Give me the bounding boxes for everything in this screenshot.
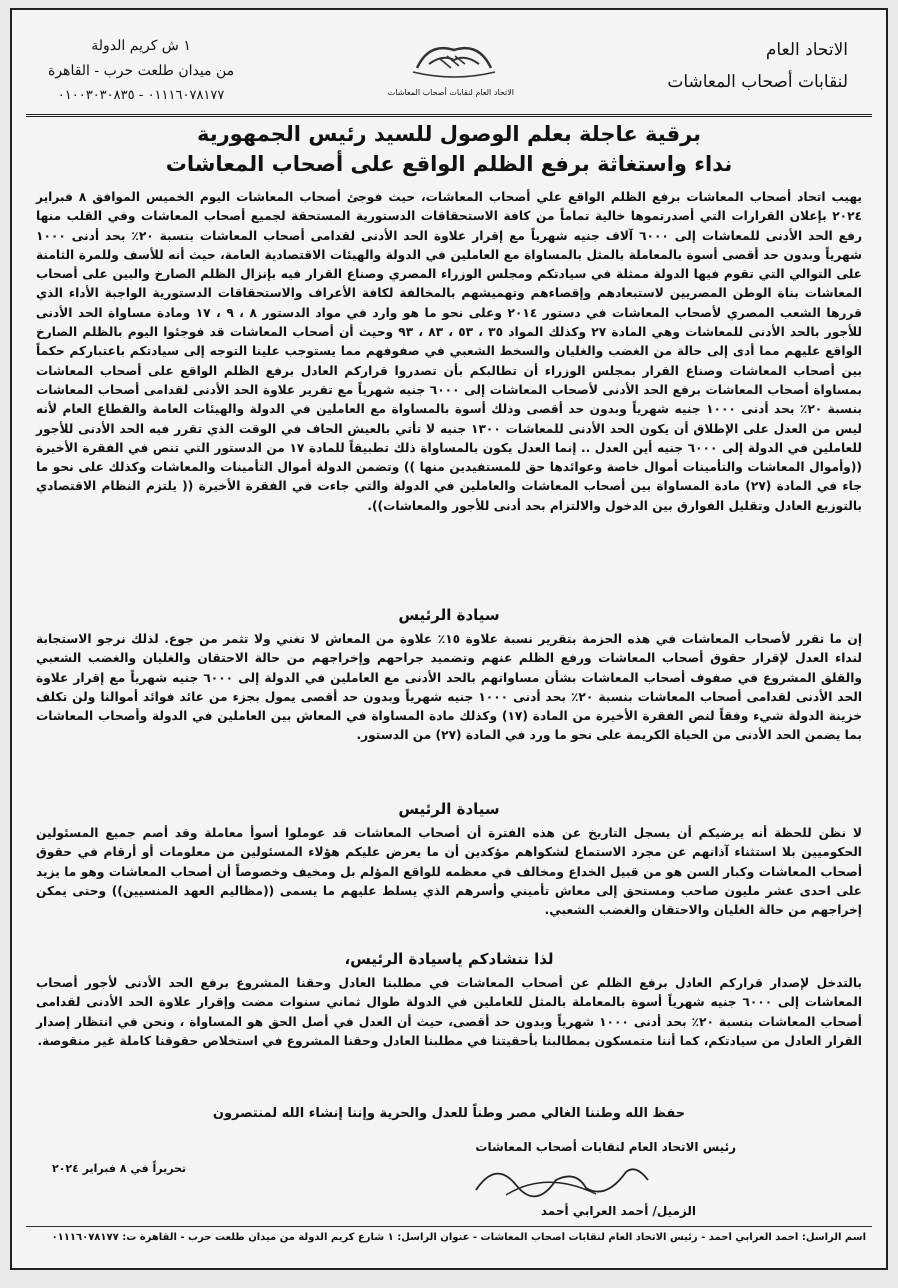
- telegram-subtitle: نداء واستغاثة برفع الظلم الواقع على أصحاب المعاشات: [165, 152, 733, 176]
- letterhead-address: [48, 34, 234, 108]
- signatory-title: رئيس الاتحاد العام لنقابات أصحاب المعاشات: [475, 1140, 736, 1154]
- paragraph-appeal: بالتدخل لإصدار قراركم العادل برفع الظلم عن أصحاب المعاشات في مطلبنا العادل وحقنا المشروع برفع الحد الأدنى لأجور أصحاب المعاشات إلى ٦٠٠٠ جنيه شهرياً أسوة بالمعاملة بالمثل للعاملين في الدولة طوال ثماني سنوات مضت وإقرار علاوة الحد الأدنى لقدامى أصحاب المعاشات بنسبة ٢٠٪ بحد أدنى ١٠٠٠ شهرياً وبدون حد أقصى، حيث أن العدل في أصل الحق هو المساواة ، ونحن في انتظار إصدار القرار العادل من سيادتكم، كما أننا متمسكون بمطالبنا بأحقيتنا في مطلبنا العادل وحقنا المشروع في استخلاص حقوقنا كاملة غير منقوصة.: [36, 976, 862, 1048]
- phone-numbers: ٠١١١٦٠٧٨١٧٧ - ٠١٠٠٣٠٣٠٨٣٥: [57, 88, 225, 104]
- letterhead-organization: [667, 34, 848, 99]
- closing-prayer: حفظ الله وطننا الغالي مصر وطناً للعدل والحرية وإننا إنشاء الله لمنتصرون: [212, 1106, 686, 1121]
- signatory-name: الزميل/ أحمد العرابي أحمد: [540, 1204, 696, 1218]
- address-line2: من ميدان طلعت حرب - القاهرة: [48, 63, 235, 80]
- section-heading-president-2: سيادة الرئيس: [398, 800, 500, 818]
- paragraph-intro: يهيب اتحاد أصحاب المعاشات برفع الظلم الواقع علي أصحاب المعاشات، حيث فوجئ أصحاب المعاشات اليوم الخميس الموافق ٨ فبراير ٢٠٢٤ بإعلان القرارات التي أصدرتموها خالية تماماً من كافة الاستحقاقات الدستورية المستحقة لجميع أصحاب المعاشات وفي القلب منها رفع الحد الأدنى للمعاشات إلى ٦٠٠٠ آلاف جنيه شهرياً مع إقرار علاوة الحد الأدنى لقدامى أصحاب المعاشات بنسبة ٢٠٪ بحد أدنى ١٠٠٠ شهرياً وبدون حد أقصى أسوة بالمعاملة بالمثل بالمساواة مع العاملين في الدولة والهيئات الاقتصادية العامة، حيث أنه للأسف وللمرة الثامنة على التوالي التي تقوم فيها الدولة ممثلة في سيادتكم ومجلس الوزراء المصري وصناع القرار فيه بإنزال الظلم الصارخ والبين على أصحاب المعاشات بناة الوطن المصريين لاستبعادهم وإقصاءهم وتهميشهم بالمخالفة لكافة الأعراف والاستحقاقات الدستورية الواجبة الأداء الذي قررها الشعب المصري لأصحاب المعاشات في دستور ٢٠١٤ وعلى نحو ما هو وارد في مواد الدستور ٨ ، ٩ ، ١٧ ومادة مساواة الحد الأدنى للأجور بالحد الأدنى للمعاشات وهي المادة ٢٧ وكذلك المواد ٣٥ ، ٥٣ ، ٨٣ ، ٩٣ وحيث أن أصحاب المعاشات قد فوجئوا اليوم بالظلم الصارخ الواقع عليهم مما أدى إلى حالة من الغضب والغليان والسخط الشعبي في صفوفهم مما يستوجب علينا التوجه إلى سيادتكم باعتباركم حكماً بين أصحاب المعاشات وصناع القرار بمجلس الوزراء أن تطالبكم بأن تصدروا قراركم العادل برفع الظلم الواقع على أصحاب المعاشات بمساواة أصحاب المعاشات برفع الحد الأدنى لأصحاب المعاشات إلى ٦٠٠٠ جنيه شهرياً مع تقرير علاوة الحد الأدنى لقدامى أصحاب المعاشات بنسبة ٢٠٪ بحد أدنى ١٠٠٠ جنيه شهرياً وبدون حد أقصى وذلك أسوة بالمساواة مع العاملين في الدولة والهيئات العامة والقطاع العام لأنه ليس من العدل على الإطلاق أن يكون الحد الأدنى للمعاشات ١٣٠٠ جنيه لا تأتي بالعيش الحاف في الوقت الذي تقرر فيه الحد الأدنى للأجور للعاملين في الدولة إلى ٦٠٠٠ جنيه أين العدل .. إنما العدل يكون بالمساواة ذلك تطبيقاً للمادة ١٧ من الدستور التي تنص في الفقرة الأخيرة ((وأموال المعاشات والتأمينات أموال خاصة وعوائدها حق للمستفيدين منها )) وتضمن الدولة أموال التأمينات والمعاشات وكذلك على نحو ما جاء في المادة (٢٧) مادة المساواة بين أصحاب المعاشات والعاملين في الدولة والتي جاءت في الفقرة الأخيرة (( يلتزم النظام الاقتصادي بالتوزيع العادل وتقليل الفوارق بين الدخول والالتزام بحد أدنى للأجور والمعاشات)).: [36, 190, 863, 513]
- handwritten-signature-icon: [466, 1150, 656, 1210]
- union-logo: [387, 28, 514, 97]
- document-page: [10, 8, 888, 1270]
- footer-divider: [26, 1226, 872, 1227]
- header-divider: [26, 114, 872, 117]
- paragraph-history: لا نظن للحظة أنه يرضيكم أن يسجل التاريخ عن هذه الفترة أن أصحاب المعاشات قد عوملوا أسوأ معاملة وقد أصم جميع المسئولين الحكوميين بلا استثناء آذانهم عن مجرد الاستماع لشكواهم مؤكدين أن ما يعرض عليكم هؤلاء المسئولين من معلومات أو أرقام في حقوق أصحاب المعاشات وكبار السن هو من قبيل الخداع ومخالف في معظمه للواقع المؤلم بل ومخيف وخصوصاً أن أصحاب المعاشات وهو ما يزيد على احدى عشر مليون صاحب ومستحق إلى معاش تأميني وأسرهم الذي يسلط عليهم ما يسمى ((مظاليم العهد المنسيين)) وحتى يمكن إخراجهم من حالة الغليان والاحتقان والغضب الشعبي.: [36, 826, 862, 918]
- logo-caption: الاتحاد العام لنقابات أصحاب المعاشات: [387, 88, 514, 97]
- handshake-emblem-icon: [399, 28, 509, 86]
- document-date: تحريراً في ٨ فبراير ٢٠٢٤: [52, 1162, 187, 1175]
- section-heading-appeal: لذا ننشادكم ياسيادة الرئيس،: [344, 950, 554, 968]
- section-heading-president-1: سيادة الرئيس: [398, 606, 500, 624]
- sender-footer: اسم الراسل: أحمد العرابي أحمد - رئيس الاتحاد العام لنقابات أصحاب المعاشات - عنوان الراسل: ١ شارع كريم الدولة من ميدان طلعت حرب - القاهرة ت: ٠١١١٦٠٧٨١٧٧: [51, 1232, 866, 1243]
- org-name-line1: الاتحاد العام: [765, 40, 848, 60]
- paragraph-allowance: إن ما تقرر لأصحاب المعاشات في هذه الحزمة بتقرير نسبة علاوة ١٥٪ علاوة من المعاش لا تغني ولا تثمر من جوع. لذلك نرجو الاستجابة لنداء العدل لإقرار حقوق أصحاب المعاشات ورفع الظلم عنهم وتضميد جراحهم وإخراجهم من حالة الاحتقان والغليان والغضب الشعبي والقلق المشروع في صفوف أصحاب المعاشات بشأن مساواتهم بالحد الأدنى مع العاملين في الدولة إلى ٦٠٠٠ جنيه شهرياً مع إقرار علاوة الحد الأدنى لقدامى أصحاب المعاشات بنسبة ٢٠٪ بحد أدنى ١٠٠٠ جنيه شهرياً وبدون حد أقصى يمول بجزء من عائد فوائد أموالنا ولن تكلف خزينة الدولة شيء وفقاً لنص الفقرة الأخيرة من المادة (١٧) وكذلك مادة المساواة في المعاش بين العاملين في الدولة وأصحاب المعاشات بما يضمن الحد الأدنى من الحياة الكريمة على نحو ما ورد في المادة (٢٧) من الدستور.: [36, 632, 863, 743]
- address-line1: ١ ش كريم الدولة: [91, 38, 191, 54]
- org-name-line2: لنقابات أصحاب المعاشات: [667, 72, 848, 93]
- telegram-title: برقية عاجلة بعلم الوصول للسيد رئيس الجمهورية: [196, 122, 702, 146]
